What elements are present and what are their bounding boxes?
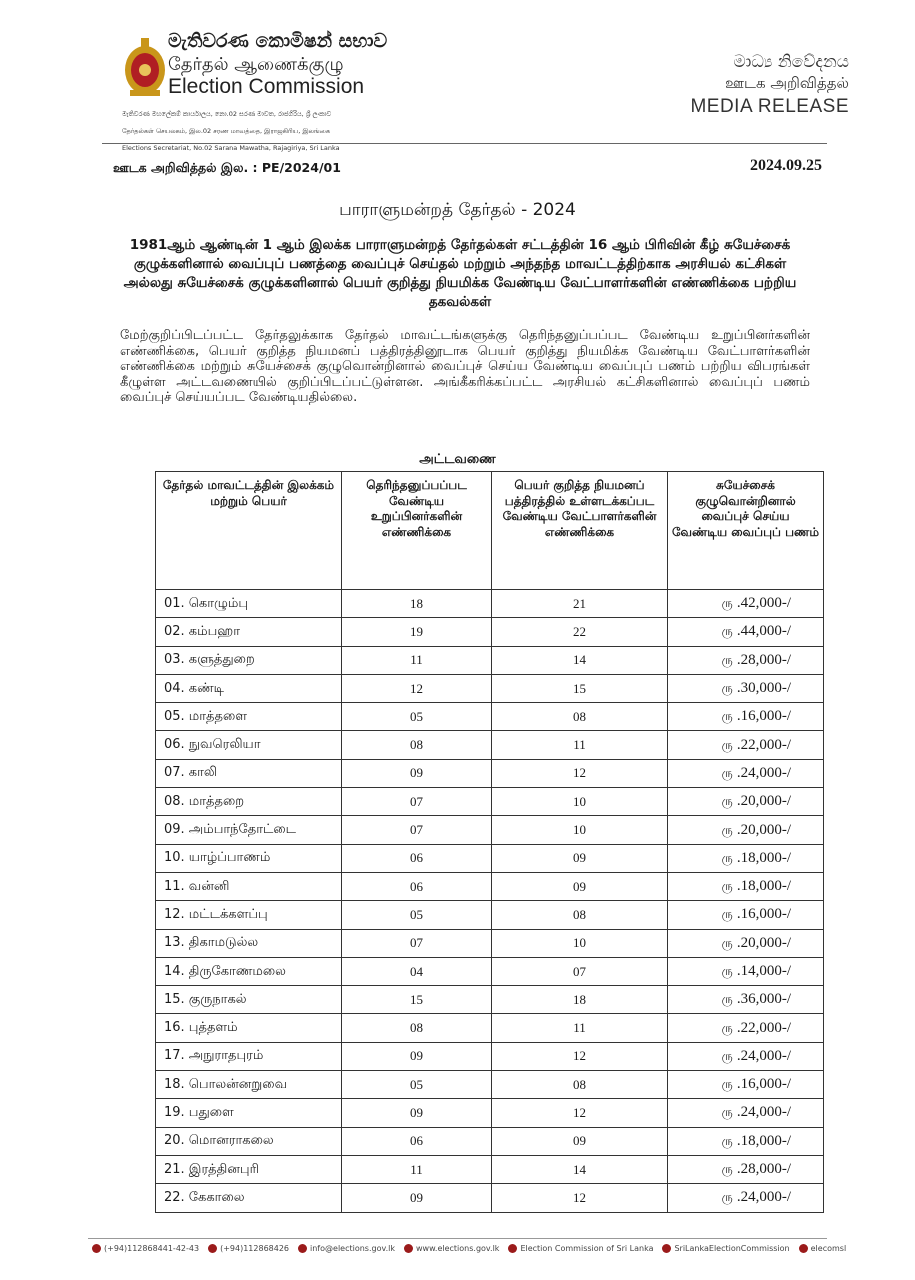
deposit-value: .36,000-/ bbox=[736, 991, 791, 1008]
members-count: 18 bbox=[342, 590, 492, 618]
footer-contact-item[interactable] bbox=[298, 1244, 395, 1253]
deposit-amount bbox=[668, 759, 824, 787]
table-row bbox=[156, 957, 824, 985]
header-candidates: பெயர் குறித்த நியமனப் பத்திரத்தில் உள்ளடக்கப்பட வேண்டிய வேட்பாளர்களின் எண்ணிக்கை bbox=[492, 472, 668, 590]
district-name: 19. பதுளை bbox=[156, 1099, 342, 1127]
candidates-count: 14 bbox=[492, 646, 668, 674]
phone-icon bbox=[92, 1244, 101, 1253]
members-count: 09 bbox=[342, 759, 492, 787]
header-deposit: சுயேச்சைக் குழுவொன்றினால் வைப்புச் செய்ய வேண்டிய வைப்புப் பணம் bbox=[668, 472, 824, 590]
table-row bbox=[156, 674, 824, 702]
members-count: 15 bbox=[342, 986, 492, 1014]
district-schedule-table bbox=[155, 471, 824, 1213]
candidates-count: 08 bbox=[492, 901, 668, 929]
district-name: 22. கேகாலை bbox=[156, 1184, 342, 1212]
candidates-count: 14 bbox=[492, 1155, 668, 1183]
table-row bbox=[156, 646, 824, 674]
currency-label: ரு bbox=[721, 1105, 733, 1120]
district-name: 16. புத்தளம் bbox=[156, 1014, 342, 1042]
deposit-amount bbox=[668, 1127, 824, 1155]
footer-contact-item[interactable] bbox=[404, 1244, 499, 1253]
currency-label: ரு bbox=[721, 879, 733, 894]
org-name-sinhala: මැතිවරණ කොමිෂන් සභාව bbox=[168, 30, 388, 52]
district-name: 07. காலி bbox=[156, 759, 342, 787]
deposit-value: .18,000-/ bbox=[736, 849, 791, 866]
table-row bbox=[156, 788, 824, 816]
table-row bbox=[156, 872, 824, 900]
candidates-count: 21 bbox=[492, 590, 668, 618]
deposit-amount bbox=[668, 816, 824, 844]
candidates-count: 11 bbox=[492, 1014, 668, 1042]
candidates-count: 10 bbox=[492, 929, 668, 957]
deposit-amount bbox=[668, 618, 824, 646]
footer-contact-text: (+94)112868426 bbox=[220, 1244, 290, 1253]
table-row bbox=[156, 1071, 824, 1099]
members-count: 11 bbox=[342, 646, 492, 674]
address-block bbox=[122, 101, 422, 161]
candidates-count: 12 bbox=[492, 759, 668, 787]
candidates-count: 12 bbox=[492, 1099, 668, 1127]
currency-label: ரு bbox=[721, 1048, 733, 1063]
deposit-value: .14,000-/ bbox=[736, 963, 791, 979]
currency-label: ரு bbox=[721, 935, 733, 950]
address-line: Elections Secretariat, No.02 Sarana Mawatha, Rajagiriya, Sri Lanka bbox=[122, 143, 340, 152]
table-row bbox=[156, 816, 824, 844]
deposit-amount bbox=[668, 1071, 824, 1099]
emblem-logo-icon bbox=[122, 36, 168, 98]
deposit-value: .24,000-/ bbox=[736, 764, 791, 781]
deposit-value: .30,000-/ bbox=[736, 680, 791, 697]
deposit-value: .16,000-/ bbox=[736, 1076, 791, 1093]
district-name: 03. களுத்துறை bbox=[156, 646, 342, 674]
members-count: 09 bbox=[342, 1099, 492, 1127]
org-name-tamil: தேர்தல் ஆணைக்குழு bbox=[168, 54, 344, 75]
contact-footer bbox=[92, 1244, 846, 1253]
district-name: 09. அம்பாந்தோட்டை bbox=[156, 816, 342, 844]
intro-paragraph: மேற்குறிப்பிடப்பட்ட தேர்தலுக்காக தேர்தல் மாவட்டங்களுக்கு தெரிந்தனுப்பப்பட வேண்டிய உறுப்பினர்களின் எண்ணிக்கை, பெயர் குறித்த நியமனப் பத்திரத்தினூடாக பெயர் குறித்து நியமிக்க வேண்டிய வேட்பாளர்களின் எண்ணிக்கை மற்றும் சுயேச்சைக் குழுவொன்றினால் வைப்புச் செய்ய வேண்டிய வைப்புப் பணம் பற்றிய விபரங்கள் கீழுள்ள அட்டவணையில் குறிப்பிடப்பட்டுள்ளன. அங்கீகரிக்கப்பட்ட அரசியல் கட்சிகளினால் வைப்புப் பணம் வைப்புச் செய்யப்பட வேண்டியதில்லை. bbox=[120, 328, 810, 405]
deposit-value: .20,000-/ bbox=[736, 934, 791, 951]
members-count: 12 bbox=[342, 674, 492, 702]
currency-label: ரு bbox=[721, 794, 733, 809]
header-divider bbox=[102, 143, 827, 144]
district-name: 11. வன்னி bbox=[156, 872, 342, 900]
candidates-count: 09 bbox=[492, 1127, 668, 1155]
table-row bbox=[156, 1014, 824, 1042]
header-district: தேர்தல் மாவட்டத்தின் இலக்கம் மற்றும் பெயர் bbox=[156, 472, 342, 590]
footer-contact-item[interactable] bbox=[208, 1244, 289, 1253]
members-count: 06 bbox=[342, 872, 492, 900]
currency-label: ரு bbox=[721, 992, 733, 1007]
deposit-amount bbox=[668, 788, 824, 816]
district-name: 10. யாழ்ப்பாணம் bbox=[156, 844, 342, 872]
deposit-amount bbox=[668, 929, 824, 957]
candidates-count: 11 bbox=[492, 731, 668, 759]
members-count: 06 bbox=[342, 844, 492, 872]
district-name: 08. மாத்தறை bbox=[156, 788, 342, 816]
table-row bbox=[156, 986, 824, 1014]
deposit-value: .20,000-/ bbox=[736, 793, 791, 810]
deposit-value: .24,000-/ bbox=[736, 1104, 791, 1121]
candidates-count: 08 bbox=[492, 1071, 668, 1099]
deposit-value: .18,000-/ bbox=[736, 878, 791, 895]
fax-icon bbox=[208, 1244, 217, 1253]
deposit-amount bbox=[668, 590, 824, 618]
deposit-value: .16,000-/ bbox=[736, 906, 791, 923]
district-name: 12. மட்டக்களப்பு bbox=[156, 901, 342, 929]
candidates-count: 08 bbox=[492, 703, 668, 731]
currency-label: ரு bbox=[721, 1077, 733, 1092]
footer-contact-text: (+94)112868441-42-43 bbox=[104, 1244, 200, 1253]
district-name: 18. பொலன்னறுவை bbox=[156, 1071, 342, 1099]
currency-label: ரு bbox=[721, 652, 733, 667]
district-name: 05. மாத்தளை bbox=[156, 703, 342, 731]
media-release-english: MEDIA RELEASE bbox=[690, 96, 849, 117]
media-release-sinhala: මාධ්‍ය නිවේදනය bbox=[733, 52, 849, 72]
document-subtitle: 1981ஆம் ஆண்டின் 1 ஆம் இலக்க பாராளுமன்றத் தேர்தல்கள் சட்டத்தின் 16 ஆம் பிரிவின் கீழ் சுயேச்சைக் குழுக்களினால் வைப்புப் பணத்தை வைப்புச் செய்தல் மற்றும் அந்தந்த மாவட்டத்திற்காக அரசியல் கட்சிகள் அல்லது சுயேச்சைக் குழுக்களினால் பெயர் குறித்து நியமிக்க வேண்டிய வேட்பாளர்களின் எண்ணிக்கை பற்றிய தகவல்கள் bbox=[123, 237, 797, 310]
candidates-count: 18 bbox=[492, 986, 668, 1014]
footer-contact-text: www.elections.gov.lk bbox=[416, 1244, 500, 1253]
district-name: 21. இரத்தினபுரி bbox=[156, 1155, 342, 1183]
table-caption: அட்டவணை bbox=[419, 452, 496, 467]
candidates-count: 09 bbox=[492, 872, 668, 900]
currency-label: ரு bbox=[721, 1133, 733, 1148]
deposit-value: .42,000-/ bbox=[736, 595, 791, 612]
release-date: 2024.09.25 bbox=[750, 157, 822, 174]
deposit-value: .20,000-/ bbox=[736, 821, 791, 838]
members-count: 19 bbox=[342, 618, 492, 646]
currency-label: ரு bbox=[721, 1020, 733, 1035]
members-count: 04 bbox=[342, 957, 492, 985]
candidates-count: 10 bbox=[492, 788, 668, 816]
footer-contact-item[interactable] bbox=[92, 1244, 199, 1253]
candidates-count: 12 bbox=[492, 1042, 668, 1070]
header-members: தெரிந்தனுப்பப்பட வேண்டிய உறுப்பினர்களின் எண்ணிக்கை bbox=[342, 472, 492, 590]
deposit-amount bbox=[668, 957, 824, 985]
district-name: 17. அநுராதபுரம் bbox=[156, 1042, 342, 1070]
org-name-english: Election Commission bbox=[168, 75, 365, 98]
web-icon bbox=[404, 1244, 413, 1253]
footer-contact-item[interactable] bbox=[799, 1244, 847, 1253]
document-title: பாராளுமன்றத் தேர்தல் - 2024 bbox=[339, 200, 576, 220]
table-row bbox=[156, 1184, 824, 1212]
footer-divider bbox=[88, 1238, 827, 1239]
deposit-value: .24,000-/ bbox=[736, 1047, 791, 1064]
members-count: 09 bbox=[342, 1042, 492, 1070]
currency-label: ரு bbox=[721, 850, 733, 865]
deposit-amount bbox=[668, 1042, 824, 1070]
district-name: 14. திருகோணமலை bbox=[156, 957, 342, 985]
deposit-amount bbox=[668, 1014, 824, 1042]
deposit-amount bbox=[668, 674, 824, 702]
table-row bbox=[156, 590, 824, 618]
deposit-amount bbox=[668, 901, 824, 929]
deposit-amount bbox=[668, 1099, 824, 1127]
district-name: 15. குருநாகல் bbox=[156, 986, 342, 1014]
currency-label: ரு bbox=[721, 1190, 733, 1205]
deposit-value: .28,000-/ bbox=[736, 651, 791, 668]
table-row bbox=[156, 901, 824, 929]
table-row bbox=[156, 1099, 824, 1127]
members-count: 07 bbox=[342, 816, 492, 844]
deposit-amount bbox=[668, 986, 824, 1014]
twitter-icon bbox=[799, 1244, 808, 1253]
candidates-count: 15 bbox=[492, 674, 668, 702]
currency-label: ரு bbox=[721, 596, 733, 611]
deposit-value: .24,000-/ bbox=[736, 1189, 791, 1206]
members-count: 11 bbox=[342, 1155, 492, 1183]
candidates-count: 12 bbox=[492, 1184, 668, 1212]
members-count: 05 bbox=[342, 1071, 492, 1099]
members-count: 05 bbox=[342, 901, 492, 929]
deposit-amount bbox=[668, 1184, 824, 1212]
members-count: 09 bbox=[342, 1184, 492, 1212]
currency-label: ரு bbox=[721, 737, 733, 752]
district-name: 02. கம்பஹா bbox=[156, 618, 342, 646]
members-count: 06 bbox=[342, 1127, 492, 1155]
currency-label: ரு bbox=[721, 822, 733, 837]
table-header-row bbox=[156, 472, 824, 590]
deposit-value: .28,000-/ bbox=[736, 1161, 791, 1178]
table-row bbox=[156, 703, 824, 731]
deposit-amount bbox=[668, 1155, 824, 1183]
deposit-amount bbox=[668, 872, 824, 900]
email-icon bbox=[298, 1244, 307, 1253]
address-line: தேர்தல்கள் செயலகம், இல.02 சரண மாவத்தை, இராஜகிரிய, இலங்கை bbox=[122, 126, 331, 135]
candidates-count: 07 bbox=[492, 957, 668, 985]
table-body bbox=[156, 590, 824, 1213]
table-row bbox=[156, 618, 824, 646]
deposit-value: .22,000-/ bbox=[736, 736, 791, 753]
members-count: 07 bbox=[342, 788, 492, 816]
media-release-tamil: ஊடக அறிவித்தல் bbox=[725, 74, 849, 92]
table-row bbox=[156, 1155, 824, 1183]
currency-label: ரு bbox=[721, 765, 733, 780]
deposit-amount bbox=[668, 646, 824, 674]
deposit-amount bbox=[668, 731, 824, 759]
district-name: 20. மொனராகலை bbox=[156, 1127, 342, 1155]
currency-label: ரு bbox=[721, 624, 733, 639]
currency-label: ரு bbox=[721, 681, 733, 696]
youtube-icon bbox=[662, 1244, 671, 1253]
district-name: 01. கொழும்பு bbox=[156, 590, 342, 618]
deposit-value: .16,000-/ bbox=[736, 708, 791, 725]
table-row bbox=[156, 844, 824, 872]
currency-label: ரு bbox=[721, 1162, 733, 1177]
table-row bbox=[156, 929, 824, 957]
deposit-value: .18,000-/ bbox=[736, 1132, 791, 1149]
candidates-count: 22 bbox=[492, 618, 668, 646]
district-name: 13. திகாமடுல்ல bbox=[156, 929, 342, 957]
deposit-value: .22,000-/ bbox=[736, 1019, 791, 1036]
currency-label: ரு bbox=[721, 709, 733, 724]
facebook-icon bbox=[508, 1244, 517, 1253]
table-row bbox=[156, 731, 824, 759]
reference-number: ஊடக அறிவித்தல் இல. : PE/2024/01 bbox=[113, 160, 341, 175]
footer-contact-item[interactable] bbox=[662, 1244, 789, 1253]
candidates-count: 10 bbox=[492, 816, 668, 844]
table-row bbox=[156, 1042, 824, 1070]
footer-contact-text: elecomsl bbox=[810, 1244, 847, 1253]
district-name: 06. நுவரெலியா bbox=[156, 731, 342, 759]
members-count: 08 bbox=[342, 1014, 492, 1042]
table-row bbox=[156, 759, 824, 787]
deposit-value: .44,000-/ bbox=[736, 623, 791, 640]
footer-contact-text: info@elections.gov.lk bbox=[310, 1244, 396, 1253]
district-name: 04. கண்டி bbox=[156, 674, 342, 702]
candidates-count: 09 bbox=[492, 844, 668, 872]
address-line: මැතිවරණ මහලේකම් කාර්යාලය, නො.02 සරණ මාවත, රාජගිරිය, ශ්‍රී ලංකාව bbox=[122, 109, 332, 118]
currency-label: ரு bbox=[721, 964, 733, 978]
table-row bbox=[156, 1127, 824, 1155]
members-count: 05 bbox=[342, 703, 492, 731]
currency-label: ரு bbox=[721, 907, 733, 922]
footer-contact-text: SriLankaElectionCommission bbox=[674, 1244, 790, 1253]
footer-contact-text: Election Commission of Sri Lanka bbox=[520, 1244, 654, 1253]
members-count: 08 bbox=[342, 731, 492, 759]
deposit-amount bbox=[668, 844, 824, 872]
members-count: 07 bbox=[342, 929, 492, 957]
deposit-amount bbox=[668, 703, 824, 731]
footer-contact-item[interactable] bbox=[508, 1244, 653, 1253]
